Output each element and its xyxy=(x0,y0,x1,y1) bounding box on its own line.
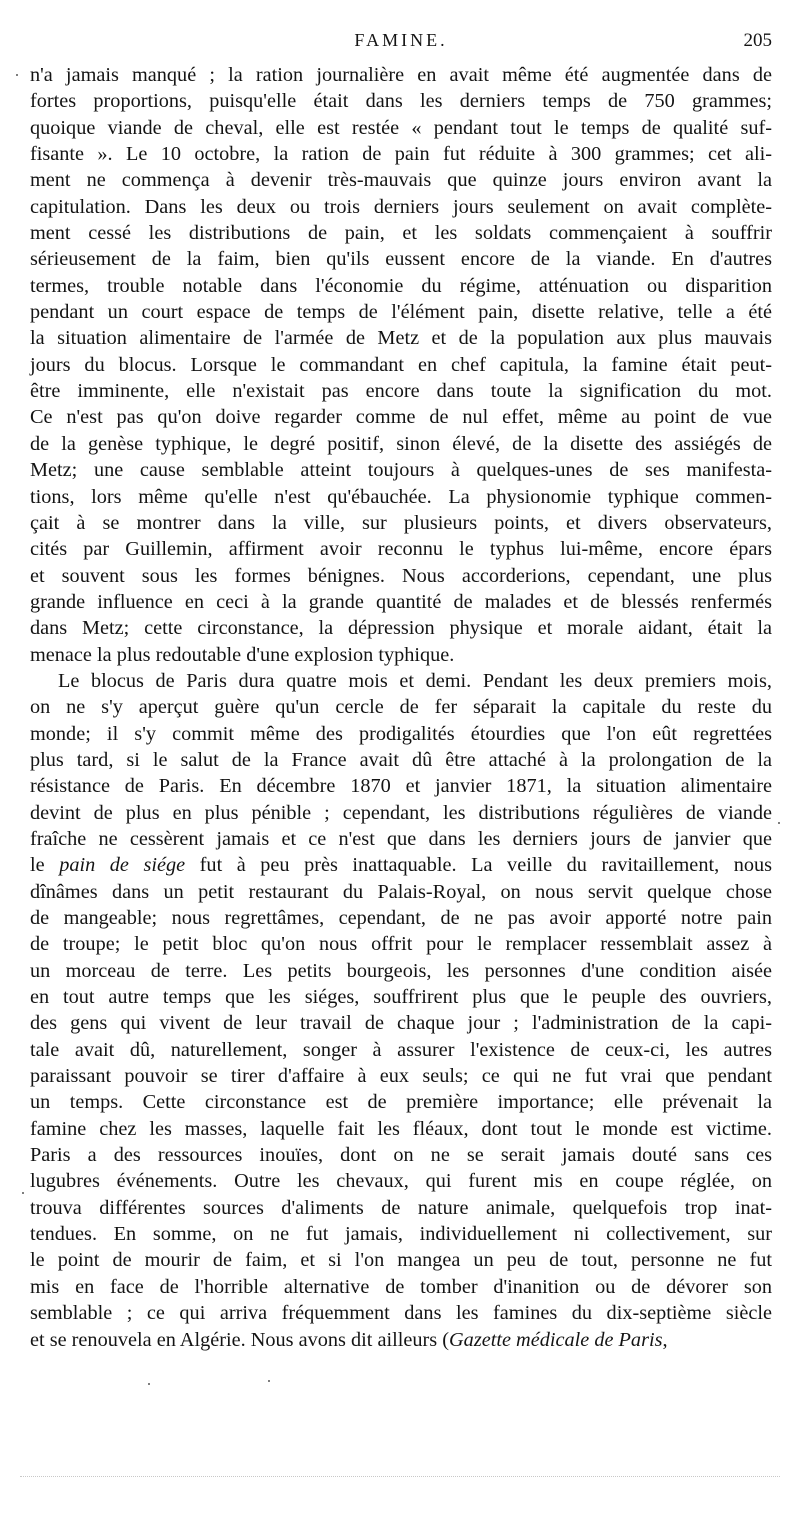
print-speck xyxy=(268,1380,270,1382)
print-speck xyxy=(22,1192,24,1194)
text-line: être imminente, elle n'existait pas encore dans toute la signification du mot. xyxy=(30,380,772,403)
text-line: fraîche ne cessèrent jamais et ce n'est que dans les derniers jours de janvier que xyxy=(30,827,772,850)
text-line: Metz; une cause semblable atteint toujours à quelques-unes de ses manifesta- xyxy=(30,459,772,482)
text-line: de mangeable; nous regrettâmes, cependant, de ne pas avoir apporté notre pain xyxy=(30,907,772,929)
text-line: cités par Guillemin, affirment avoir reconnu le typhus lui-même, encore épars xyxy=(30,538,772,561)
text-line: lugubres événements. Outre les chevaux, qui furent mis en coupe réglée, on xyxy=(30,1170,772,1193)
text-line: n'a jamais manqué ; la ration journalière en avait même été augmentée dans de xyxy=(30,64,772,86)
text-line: çait à se montrer dans la ville, sur plusieurs points, et divers observateurs, xyxy=(30,511,772,534)
print-speck xyxy=(778,822,780,824)
italic-term: Gazette médicale de Paris xyxy=(449,1328,663,1351)
text-line: plus tard, si le salut de la France avait dû être attaché à la prolongation de la xyxy=(30,748,772,771)
text-line: et se renouvela en Algérie. Nous avons dit ailleurs (Gazette médicale de Paris, xyxy=(30,1328,668,1351)
text-line: de la genèse typhique, le degré positif, sinon élevé, de la disette des assiégés de xyxy=(30,432,772,455)
text-line: tale avait dû, naturellement, songer à assurer l'existence de ceux-ci, les autres xyxy=(30,1038,772,1061)
text-line: la situation alimentaire de l'armée de Metz et de la population aux plus mauvais xyxy=(30,327,772,350)
text-line: tendues. En somme, on ne fut jamais, individuellement ni collectivement, sur xyxy=(30,1223,772,1246)
body-text xyxy=(30,62,772,1353)
text-line: Paris a des ressources inouïes, dont on ne se serait jamais douté sans ces xyxy=(30,1144,772,1167)
text-line: on ne s'y aperçut guère qu'un cercle de fer séparait la capitale du reste du xyxy=(30,696,772,719)
page-edge-marks xyxy=(20,1476,780,1480)
text-line: Ce n'est pas qu'on doive regarder comme de nul effet, même au point de vue xyxy=(30,406,772,429)
text-line: ment ne commença à devenir très-mauvais que quinze jours environ avant la xyxy=(30,169,772,192)
text-line: le pain de siége fut à peu près inattaquable. La veille du ravitaillement, nous xyxy=(30,854,773,877)
text-line: capitulation. Dans les deux ou trois derniers jours seulement on avait complète- xyxy=(30,195,772,218)
text-line: des gens qui vivent de leur travail de chaque jour ; l'administration de la capi- xyxy=(30,1012,772,1035)
text-line: ment cessé les distributions de pain, et les soldats commençaient à souffrir xyxy=(30,222,772,245)
text-line: résistance de Paris. En décembre 1870 et janvier 1871, la situation alimentaire xyxy=(30,775,772,798)
text-line: menace la plus redoutable d'une explosion typhique. xyxy=(30,643,455,666)
text-line: devint de plus en plus pénible ; cependant, les distributions régulières de viande xyxy=(30,801,772,824)
italic-term: pain de siége xyxy=(59,854,186,877)
running-head xyxy=(30,30,772,56)
text-line: quoique viande de cheval, elle est restée « pendant tout le temps de qualité suf- xyxy=(30,116,772,139)
text-line: le point de mourir de faim, et si l'on mangea un peu de tout, personne ne fut xyxy=(30,1249,772,1272)
text-line: termes, trouble notable dans l'économie du régime, atténuation ou disparition xyxy=(30,274,772,297)
text-line: dînâmes dans un petit restaurant du Palais-Royal, on nous servit quelque chose xyxy=(30,880,772,903)
text-line: tions, lors même qu'elle n'est qu'ébauchée. La physionomie typhique commen- xyxy=(30,485,772,508)
page-number: 205 xyxy=(743,30,772,51)
text-line: et souvent sous les formes bénignes. Nous accorderions, cependant, une plus xyxy=(30,564,772,587)
text-line: paraissant pouvoir se tirer d'affaire à eux seuls; ce qui ne fut vrai que pendant xyxy=(30,1065,772,1088)
text-line: grande influence en ceci à la grande quantité de malades et de blessés renfermés xyxy=(30,590,772,613)
text-line: fisante ». Le 10 octobre, la ration de pain fut réduite à 300 grammes; cet ali- xyxy=(30,143,772,166)
text-line: mis en face de l'horrible alternative de tomber d'inanition ou de dévorer son xyxy=(30,1275,772,1298)
text-line: famine chez les masses, laquelle fait les fléaux, dont tout le monde est victime. xyxy=(30,1117,772,1140)
text-line: un morceau de terre. Les petits bourgeois, les personnes d'une condition aisée xyxy=(30,959,772,982)
text-line: de troupe; le petit bloc qu'on nous offrit pour le remplacer ressemblait assez à xyxy=(30,933,772,956)
text-line: Le blocus de Paris dura quatre mois et demi. Pendant les deux premiers mois, xyxy=(58,669,772,692)
print-speck xyxy=(148,1383,150,1385)
text-line: monde; il s'y commit même des prodigalités étourdies que l'on eût regrettées xyxy=(30,722,772,745)
text-line: un temps. Cette circonstance est de première importance; elle prévenait la xyxy=(30,1091,772,1114)
text-line: trouva différentes sources d'aliments de nature animale, quelquefois trop inat- xyxy=(30,1196,772,1219)
text-line: pendant un court espace de temps de l'élément pain, disette relative, telle a été xyxy=(30,301,772,324)
text-line: jours du blocus. Lorsque le commandant en chef capitula, la famine était peut- xyxy=(30,353,772,376)
text-line: semblable ; ce qui arriva fréquemment dans les famines du dix-septième siècle xyxy=(30,1302,772,1325)
text-line: fortes proportions, puisqu'elle était dans les derniers temps de 750 grammes; xyxy=(30,90,772,113)
text-line: dans Metz; cette circonstance, la dépression physique et morale aidant, était la xyxy=(30,617,772,640)
text-line: en tout autre temps que les siéges, souffrirent plus que le peuple des ouvriers, xyxy=(30,986,772,1009)
running-title: FAMINE. xyxy=(354,30,448,50)
print-speck xyxy=(16,74,18,76)
text-line: sérieusement de la faim, bien qu'ils eussent encore de la viande. En d'autres xyxy=(30,248,772,271)
